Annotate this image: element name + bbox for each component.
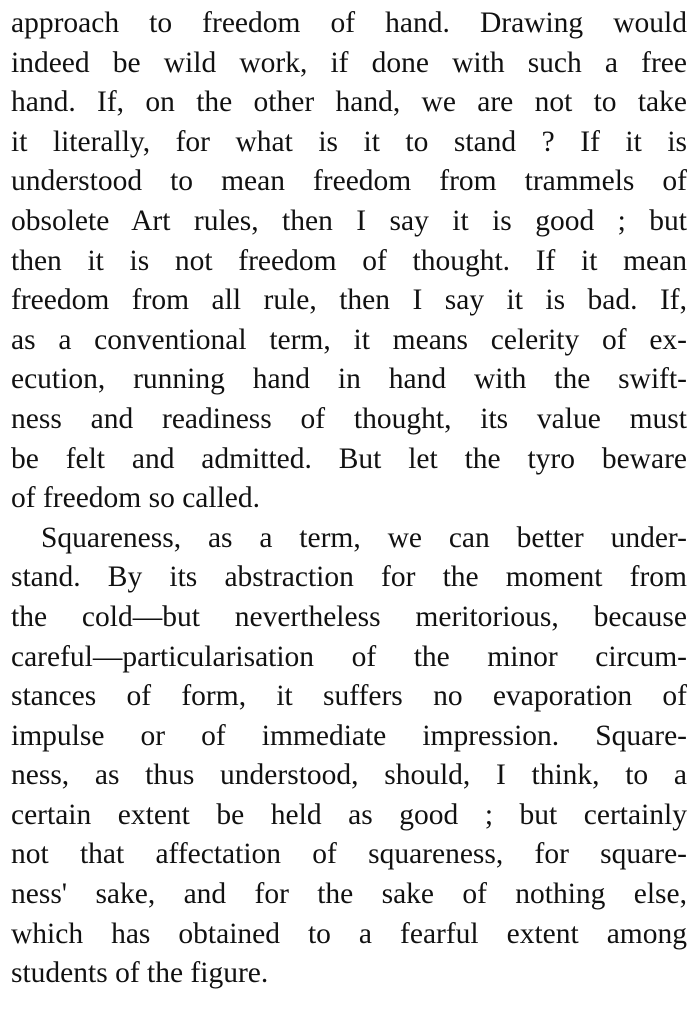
text-line: students of the figure.	[11, 957, 269, 990]
text-line: freedom from all rule, then I say it is bad. If,	[11, 284, 687, 317]
text-line: obsolete Art rules, then I say it is good ; but	[11, 204, 687, 237]
paragraph-freedom	[11, 4, 687, 519]
text-line: impulse or of immediate impression. Square-	[11, 719, 687, 752]
text-line: not that affectation of squareness, for square-	[11, 838, 687, 871]
text-line: ness' sake, and for the sake of nothing else,	[11, 878, 687, 911]
text-line: Squareness, as a term, we can better under-	[41, 521, 687, 554]
paragraph-squareness	[11, 519, 687, 994]
text-line: which has obtained to a fearful extent among	[11, 917, 687, 950]
text-line: of freedom so called.	[11, 482, 261, 515]
text-line: the cold—but nevertheless meritorious, because	[11, 600, 687, 633]
text-line: ness, as thus understood, should, I think, to a	[11, 759, 687, 792]
text-line: understood to mean freedom from trammels of	[11, 165, 687, 198]
text-line: ecution, running hand in hand with the swift-	[11, 363, 687, 396]
text-line: certain extent be held as good ; but certainly	[11, 798, 687, 831]
text-line: as a conventional term, it means celerity of ex-	[11, 323, 687, 356]
page-text	[11, 4, 687, 994]
text-line: approach to freedom of hand. Drawing would	[11, 7, 687, 39]
text-line: indeed be wild work, if done with such a free	[11, 46, 687, 79]
text-line: stand. By its abstraction for the moment from	[11, 561, 687, 594]
text-line: hand. If, on the other hand, we are not to take	[11, 86, 687, 119]
text-line: it literally, for what is it to stand ? If it is	[11, 125, 687, 158]
text-line: be felt and admitted. But let the tyro beware	[11, 442, 687, 475]
text-line: careful—particularisation of the minor circum-	[11, 640, 687, 673]
text-line: ness and readiness of thought, its value must	[11, 402, 687, 435]
text-line: stances of form, it suffers no evaporation of	[11, 680, 687, 713]
text-line: then it is not freedom of thought. If it mean	[11, 244, 687, 277]
